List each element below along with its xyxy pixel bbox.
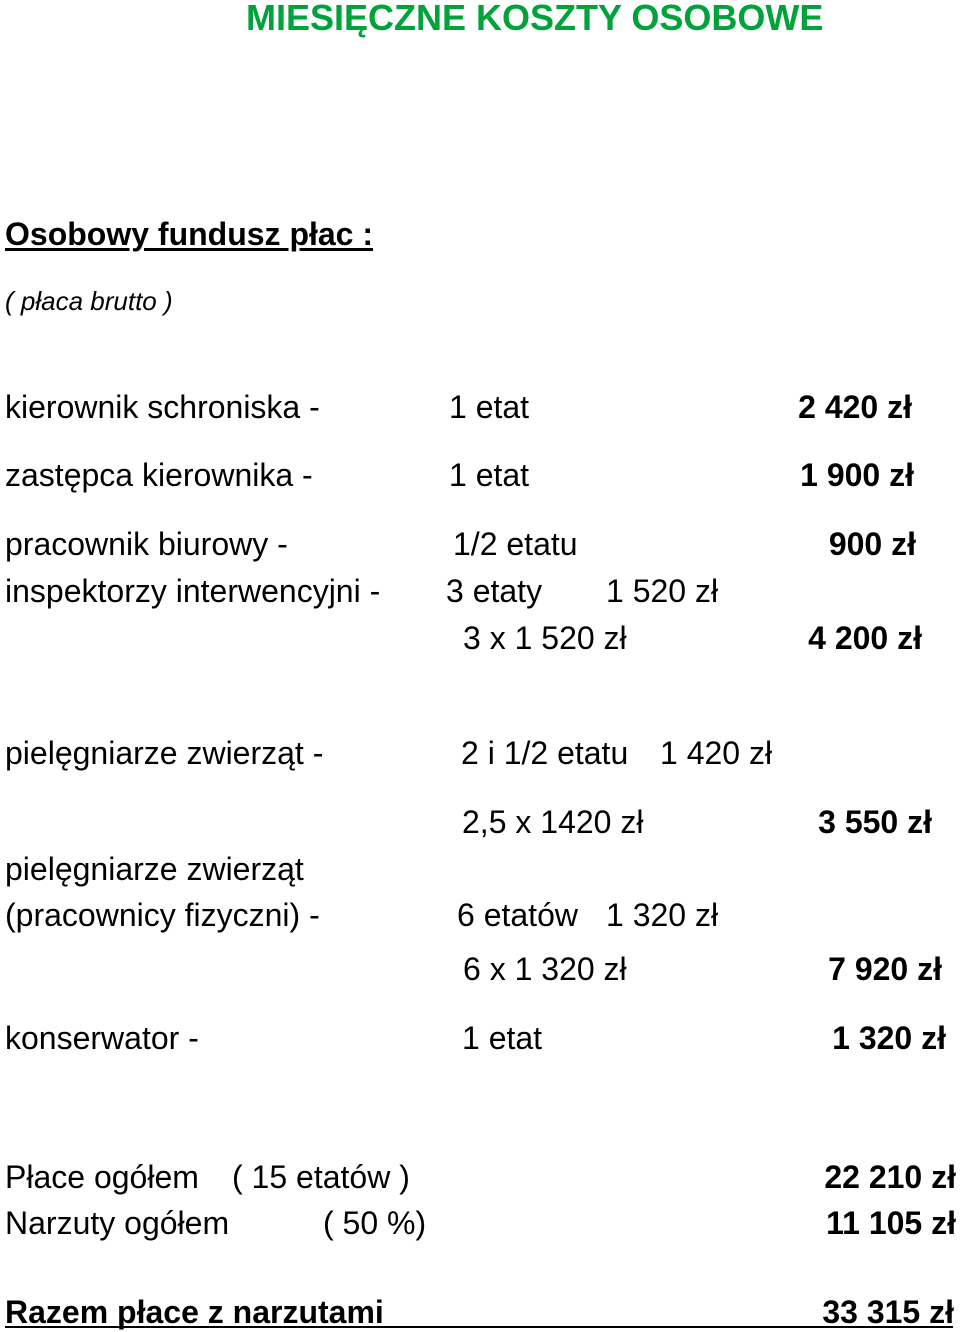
- row-amount-kierownik: 2 420 zł: [798, 389, 912, 425]
- row-amount-inspektorzy: 4 200 zł: [808, 620, 922, 656]
- total-note-place: ( 15 etatów ): [232, 1159, 410, 1195]
- total-amount-narzuty: 11 105 zł: [826, 1205, 956, 1241]
- row-amount-biurowy: 900 zł: [828, 526, 916, 562]
- total-underline: [5, 1326, 953, 1328]
- row-label-zastepca: zastępca kierownika -: [5, 457, 313, 493]
- row-rate-pielegniarze: 1 420 zł: [660, 735, 773, 771]
- total-label-razem: Razem płace z narzutami: [5, 1294, 384, 1330]
- row-label-biurowy: pracownik biurowy -: [5, 526, 288, 562]
- total-label-place: Płace ogółem: [5, 1159, 199, 1195]
- row-label-konserwator: konserwator -: [5, 1020, 199, 1056]
- row-rate-inspektorzy: 1 520 zł: [606, 573, 719, 609]
- section-note: ( płaca brutto ): [5, 286, 173, 316]
- total-amount-place: 22 210 zł: [824, 1159, 956, 1195]
- row-count-zastepca: 1 etat: [449, 457, 530, 493]
- row-count-konserwator: 1 etat: [462, 1020, 543, 1056]
- row-amount-pielegniarze-fizyczni: 7 920 zł: [828, 951, 942, 987]
- section-title: Osobowy fundusz płac :: [5, 216, 374, 252]
- row-label-pielegniarze-fizyczni-1: pielęgniarze zwierząt: [5, 851, 304, 887]
- row-count-pielegniarze-fizyczni: 6 etatów: [457, 897, 578, 933]
- row-label-kierownik: kierownik schroniska -: [5, 389, 320, 425]
- row-label-pielegniarze-fizyczni-2: (pracownicy fizyczni) -: [5, 897, 320, 933]
- row-amount-zastepca: 1 900 zł: [800, 457, 914, 493]
- row-calc-pielegniarze-fizyczni: 6 x 1 320 zł: [463, 951, 627, 987]
- row-calc-inspektorzy: 3 x 1 520 zł: [463, 620, 627, 656]
- row-amount-konserwator: 1 320 zł: [832, 1020, 946, 1056]
- total-amount-razem: 33 315 zł: [822, 1294, 954, 1330]
- row-rate-pielegniarze-fizyczni: 1 320 zł: [606, 897, 719, 933]
- row-amount-pielegniarze: 3 550 zł: [818, 804, 932, 840]
- total-label-narzuty: Narzuty ogółem: [5, 1205, 230, 1241]
- row-label-pielegniarze: pielęgniarze zwierząt -: [5, 735, 324, 771]
- total-note-narzuty: ( 50 %): [323, 1205, 427, 1241]
- row-count-pielegniarze: 2 i 1/2 etatu: [461, 735, 629, 771]
- row-count-kierownik: 1 etat: [449, 389, 530, 425]
- row-count-biurowy: 1/2 etatu: [453, 526, 578, 562]
- row-label-inspektorzy: inspektorzy interwencyjni -: [5, 573, 381, 609]
- row-calc-pielegniarze: 2,5 x 1420 zł: [462, 804, 644, 840]
- row-count-inspektorzy: 3 etaty: [446, 573, 543, 609]
- page-title: MIESIĘCZNE KOSZTY OSOBOWE: [246, 0, 824, 38]
